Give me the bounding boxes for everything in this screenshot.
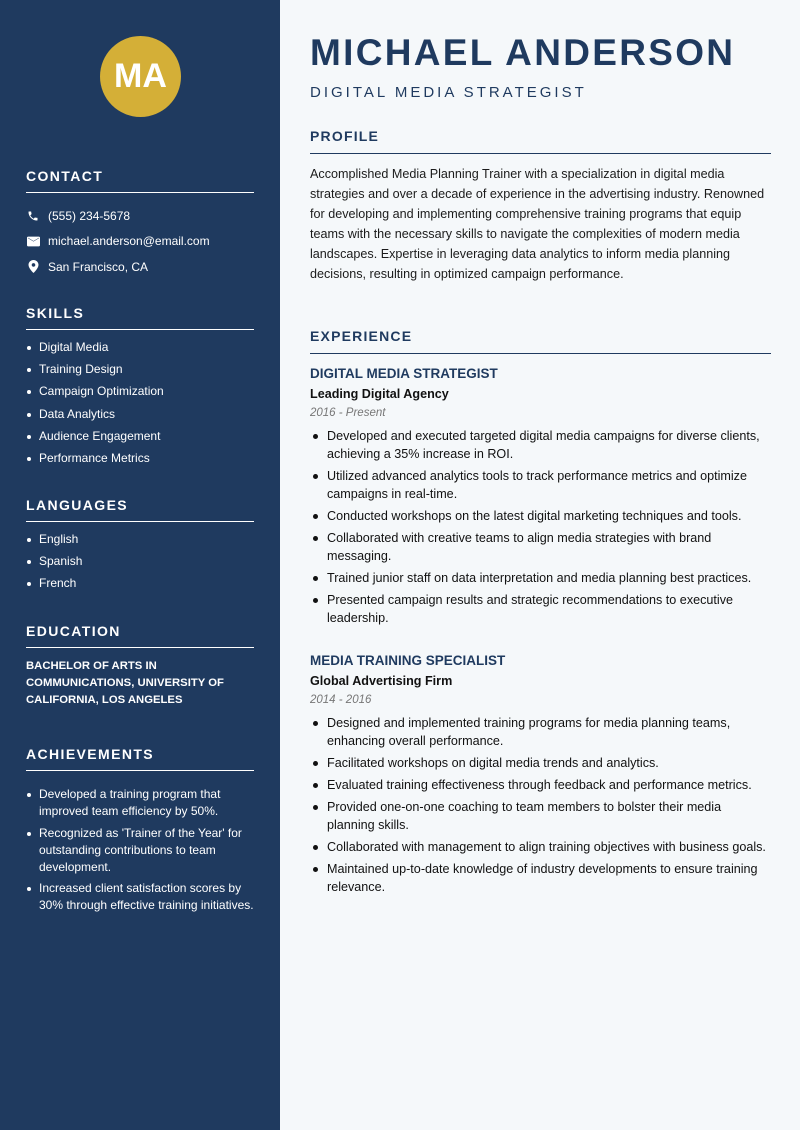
location-pin-icon (26, 260, 40, 274)
contact-location (26, 254, 254, 280)
skill-item: Performance Metrics (26, 450, 254, 467)
job-entry (310, 653, 771, 900)
email-icon (26, 234, 40, 248)
job-company: Leading Digital Agency (310, 387, 449, 401)
candidate-name: MICHAEL ANDERSON (310, 32, 736, 73)
job-bullet: Developed and executed targeted digital media campaigns for diverse clients, achieving a 35% increase in ROI. (310, 427, 771, 463)
job-bullet: Trained junior staff on data interpretation and media planning best practices. (310, 569, 771, 587)
skill-item: Audience Engagement (26, 428, 254, 445)
achievements-section (26, 746, 254, 919)
education-section (26, 623, 254, 709)
job-bullet: Collaborated with management to align training objectives with business goals. (310, 838, 771, 856)
skills-section (26, 305, 254, 472)
job-title: DIGITAL MEDIA STRATEGIST (310, 366, 498, 381)
education-degree: BACHELOR OF ARTS IN COMMUNICATIONS, UNIVERSITY OF CALIFORNIA, LOS ANGELES (26, 660, 224, 706)
phone-icon (26, 209, 40, 223)
profile-heading: PROFILE (310, 128, 771, 154)
language-item: Spanish (26, 553, 254, 570)
avatar (100, 36, 181, 117)
contact-email-text: michael.anderson@email.com (48, 234, 210, 249)
job-bullet: Facilitated workshops on digital media trends and analytics. (310, 754, 771, 772)
skill-item: Training Design (26, 361, 254, 378)
contact-phone-text: (555) 234-5678 (48, 208, 131, 223)
job-dates: 2014 - 2016 (310, 694, 372, 706)
skill-item: Campaign Optimization (26, 383, 254, 400)
skills-heading: SKILLS (26, 305, 254, 330)
job-bullet: Maintained up-to-date knowledge of industry developments to ensure training relevance. (310, 860, 771, 896)
experience-heading: EXPERIENCE (310, 328, 771, 354)
job-dates: 2016 - Present (310, 407, 386, 419)
job-entry (310, 366, 771, 631)
skill-item: Digital Media (26, 339, 254, 356)
contact-phone (26, 203, 254, 229)
job-title: MEDIA TRAINING SPECIALIST (310, 653, 506, 668)
contact-section (26, 168, 254, 280)
job-bullet: Provided one-on-one coaching to team members to bolster their media planning skills. (310, 798, 771, 834)
languages-heading: LANGUAGES (26, 497, 254, 522)
skill-item: Data Analytics (26, 406, 254, 423)
sidebar (0, 0, 280, 1130)
profile-section (310, 128, 771, 284)
achievement-item: Increased client satisfaction scores by 30% through effective training initiatives. (26, 880, 254, 914)
achievement-item: Recognized as 'Trainer of the Year' for outstanding contributions to team development. (26, 825, 254, 876)
achievements-heading: ACHIEVEMENTS (26, 746, 254, 771)
languages-section (26, 497, 254, 598)
job-bullet: Utilized advanced analytics tools to track performance metrics and optimize campaigns in real-time. (310, 467, 771, 503)
contact-heading: CONTACT (26, 168, 254, 193)
job-bullet: Evaluated training effectiveness through feedback and performance metrics. (310, 776, 771, 794)
education-heading: EDUCATION (26, 623, 254, 648)
avatar-initials: MA (114, 57, 167, 95)
job-bullet: Designed and implemented training programs for media planning teams, enhancing overall performance. (310, 714, 771, 750)
job-company: Global Advertising Firm (310, 674, 453, 688)
job-bullet: Presented campaign results and strategic recommendations to executive leadership. (310, 591, 771, 627)
language-item: English (26, 531, 254, 548)
experience-section (310, 328, 771, 354)
job-bullet: Conducted workshops on the latest digital marketing techniques and tools. (310, 507, 771, 525)
job-bullet: Collaborated with creative teams to align media strategies with brand messaging. (310, 529, 771, 565)
candidate-title: DIGITAL MEDIA STRATEGIST (310, 84, 587, 101)
language-item: French (26, 575, 254, 592)
achievement-item: Developed a training program that improved team efficiency by 50%. (26, 786, 254, 820)
contact-location-text: San Francisco, CA (48, 259, 149, 274)
profile-text: Accomplished Media Planning Trainer with a specialization in digital media strategies and over a decade of experience in the advertising industry. Renowned for developing and implementing comprehensive training programs that equip teams with the necessary skills to navigate the complexities of modern media landscapes. Expertise in leveraging data analytics to inform media planning decisions, resulting in optimized campaign performance. (310, 167, 765, 281)
contact-email (26, 229, 254, 255)
